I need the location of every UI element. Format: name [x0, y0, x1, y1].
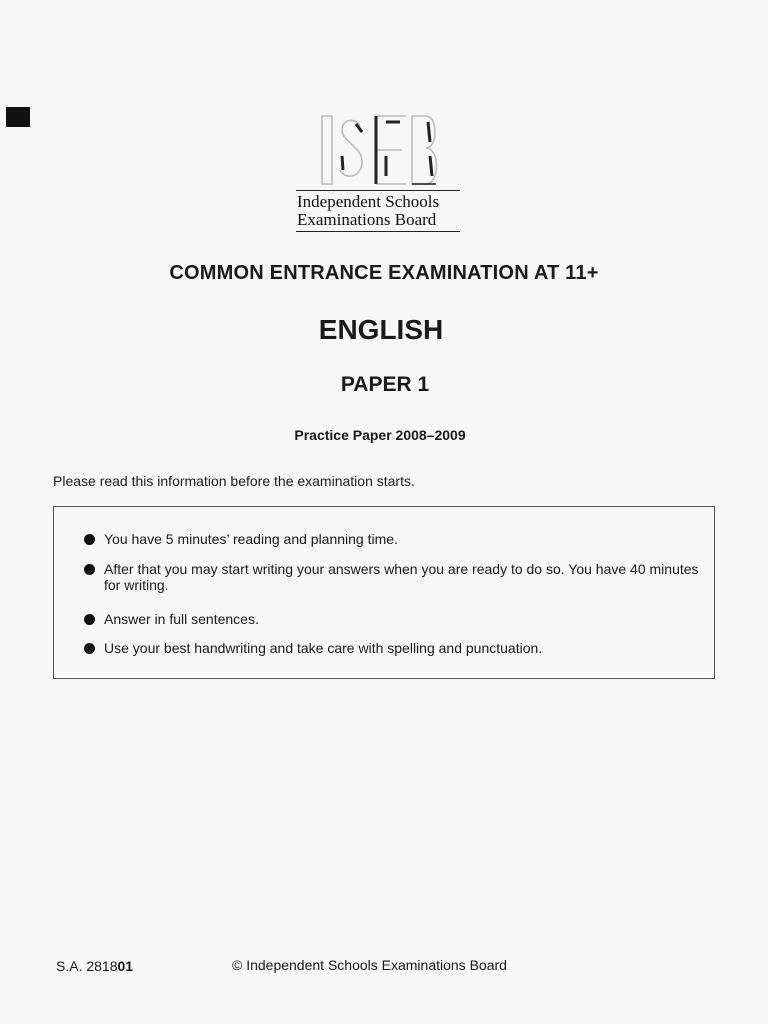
- instruction-item: [84, 640, 714, 656]
- paper-number: PAPER 1: [340, 373, 430, 396]
- scan-registration-mark: [6, 107, 30, 127]
- bullet-icon: [84, 564, 95, 575]
- bullet-icon: [84, 643, 95, 654]
- instruction-text: After that you may start writing your answers when you are ready to do so. You have 40 minutes for writing.: [104, 561, 699, 593]
- instruction-text: Use your best handwriting and take care with spelling and punctuation.: [104, 640, 543, 656]
- paper-code: [56, 958, 133, 974]
- paper-code-suffix: 01: [117, 958, 134, 974]
- bullet-icon: [84, 534, 95, 545]
- instruction-item: [84, 531, 714, 547]
- instruction-item: [84, 561, 714, 593]
- logo-board-name: [296, 190, 460, 232]
- iseb-logo-mark: [316, 112, 440, 188]
- practice-paper-label: Practice Paper 2008–2009: [294, 427, 466, 443]
- subject-title: ENGLISH: [318, 314, 444, 345]
- paper-code-prefix: S.A. 2818: [56, 958, 118, 974]
- copyright-notice: © Independent Schools Examinations Board: [232, 957, 507, 973]
- exam-title: COMMON ENTRANCE EXAMINATION AT 11+: [169, 262, 599, 284]
- instruction-text: Answer in full sentences.: [104, 611, 259, 627]
- bullet-icon: [84, 614, 95, 625]
- logo-line-2: Examinations Board: [297, 210, 437, 229]
- intro-text: Please read this information before the examination starts.: [53, 473, 415, 489]
- instruction-item: [84, 611, 714, 627]
- instruction-text: You have 5 minutes’ reading and planning time.: [104, 531, 398, 547]
- logo-line-1: Independent Schools: [297, 192, 440, 211]
- iseb-logo: [296, 112, 460, 236]
- instructions-box: [53, 506, 715, 679]
